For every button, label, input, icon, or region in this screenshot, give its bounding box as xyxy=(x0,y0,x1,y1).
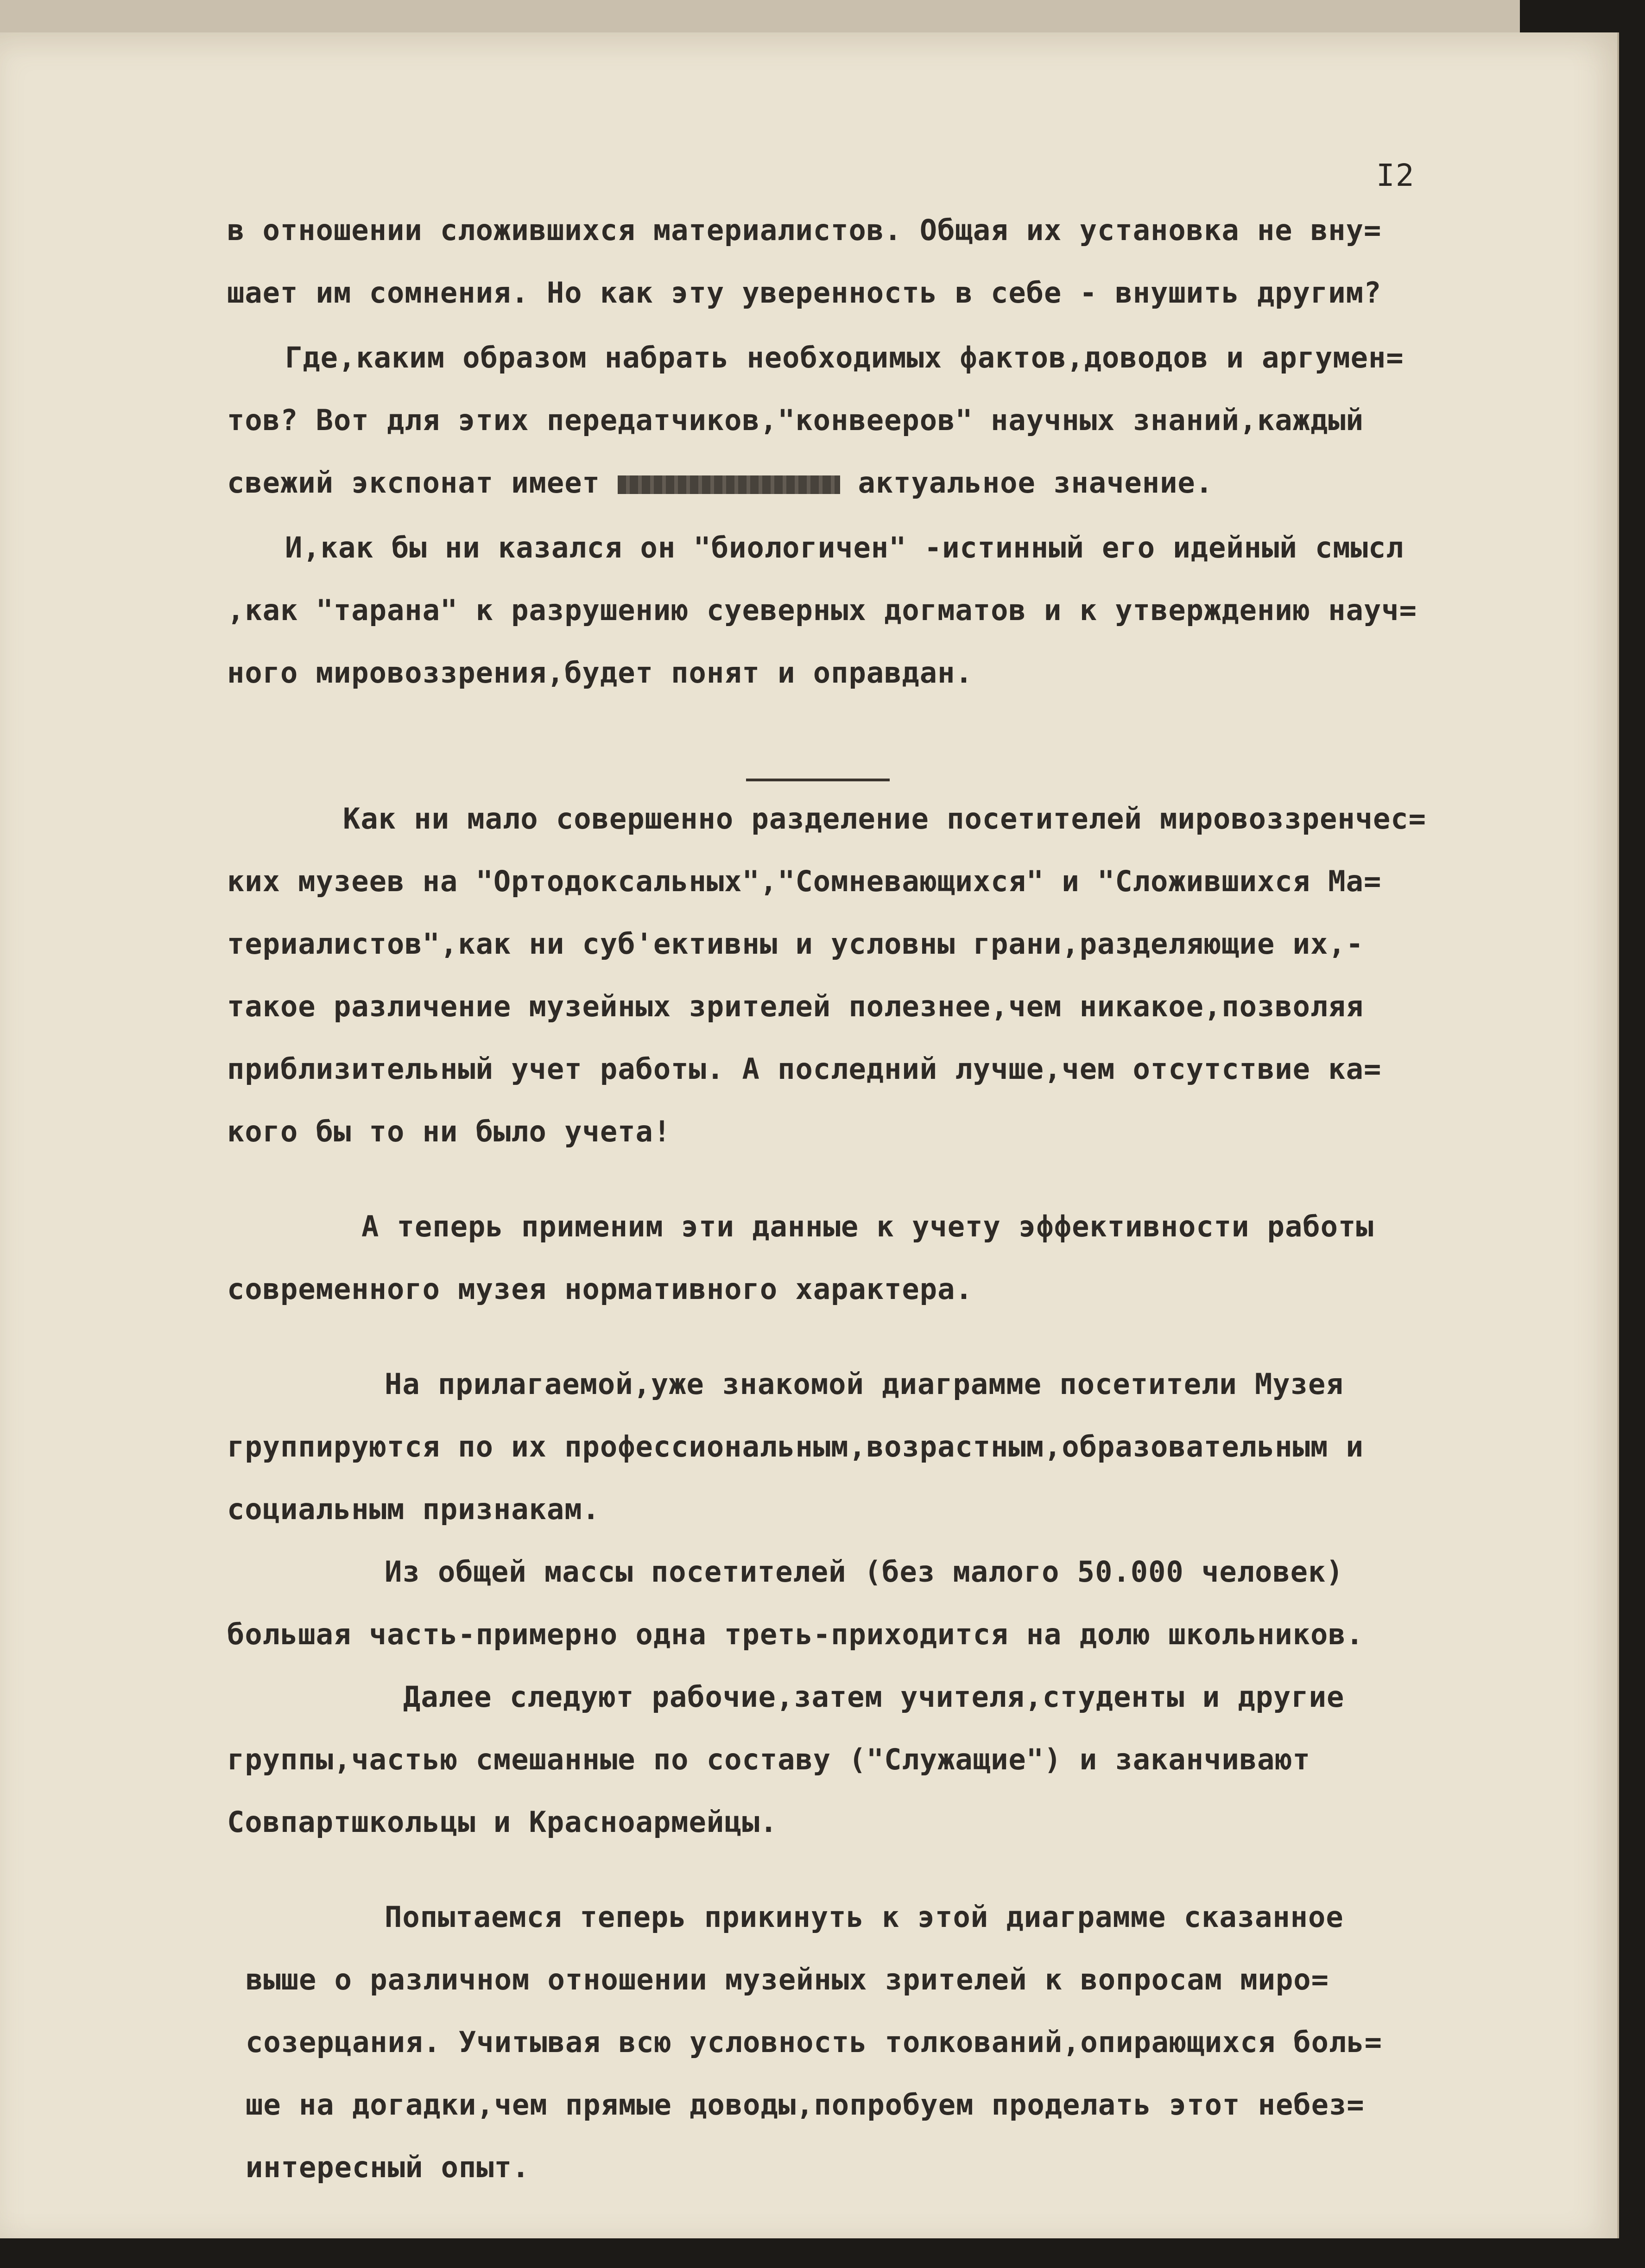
text-line: Совпартшкольцы и Красноармейцы. xyxy=(227,1805,778,1839)
text-line: интересный опыт. xyxy=(246,2150,530,2184)
text-line: выше о различном отношении музейных зрителей к вопросам миро= xyxy=(246,1963,1329,1996)
text-line: ,как "тарана" к разрушению суеверных догматов и к утверждению науч= xyxy=(227,593,1417,627)
typewritten-page xyxy=(0,32,1619,2238)
text-line: ного мировоззрения,будет понят и оправдан. xyxy=(227,656,973,690)
text-line: социальным признакам. xyxy=(227,1492,600,1526)
text-line: ких музеев на "Ортодоксальных","Сомневающихся" и "Сложившихся Ма= xyxy=(227,864,1382,898)
text-line: Далее следуют рабочие,затем учителя,студенты и другие xyxy=(403,1680,1345,1714)
struck-out-word xyxy=(618,475,840,494)
text-line: ше на догадки,чем прямые доводы,попробуем проделать этот небез= xyxy=(246,2088,1365,2122)
section-divider xyxy=(746,779,890,781)
text-line: кого бы то ни было учета! xyxy=(227,1115,671,1148)
text-line: Как ни мало совершенно разделение посетителей мировоззренчес= xyxy=(343,802,1426,836)
text-segment: актуальное значение. xyxy=(858,466,1214,500)
text-line: современного музея нормативного характера. xyxy=(227,1272,973,1306)
text-line: тов? Вот для этих передатчиков,"конвееров" научных знаний,каждый xyxy=(227,403,1364,437)
text-line: приблизительный учет работы. А последний лучше,чем отсутствие ка= xyxy=(227,1052,1382,1086)
text-line: И,как бы ни казался он "биологичен" -истинный его идейный смысл xyxy=(285,531,1404,564)
text-line: большая часть-примерно одна треть-приходится на долю школьников. xyxy=(227,1617,1364,1651)
text-line: Попытаемся теперь прикинуть к этой диаграмме сказанное xyxy=(385,1900,1344,1934)
text-line: созерцания. Учитывая всю условность толкований,опирающихся боль= xyxy=(246,2025,1382,2059)
text-line: группы,частью смешанные по составу ("Служащие") и заканчивают xyxy=(227,1742,1310,1776)
text-line: в отношении сложившихся материалистов. Общая их установка не вну= xyxy=(227,213,1382,247)
text-line xyxy=(227,466,1213,500)
text-line: такое различение музейных зрителей полезнее,чем никакое,позволяя xyxy=(227,989,1364,1023)
text-segment: свежий экспонат имеет xyxy=(227,466,600,500)
text-line: шает им сомнения. Но как эту уверенность в себе - внушить другим? xyxy=(227,276,1382,310)
text-line: А теперь применим эти данные к учету эффективности работы xyxy=(361,1210,1374,1243)
text-line: териалистов",как ни суб'ективны и условны грани,разделяющие их,- xyxy=(227,927,1364,961)
text-line: На прилагаемой,уже знакомой диаграмме посетители Музея xyxy=(385,1367,1344,1401)
text-line: Где,каким образом набрать необходимых фактов,доводов и аргумен= xyxy=(285,341,1404,374)
page-number: I2 xyxy=(1376,158,1415,193)
text-line: Из общей массы посетителей (без малого 50.000 человек) xyxy=(385,1555,1344,1589)
text-line: группируются по их профессиональным,возрастным,образовательным и xyxy=(227,1430,1364,1463)
